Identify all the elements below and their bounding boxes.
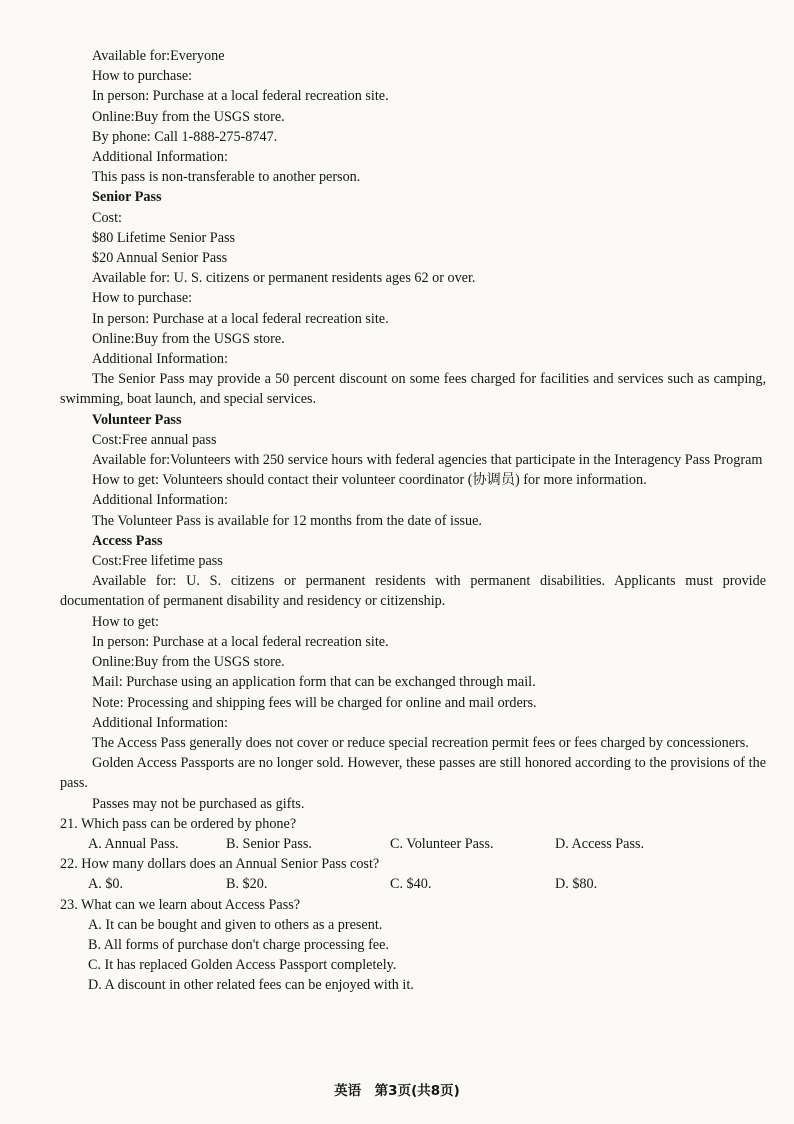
intro-line: By phone: Call 1-888-275-8747. <box>92 128 278 145</box>
access-line: Mail: Purchase using an application form that can be exchanged through mail. <box>92 674 536 691</box>
access-line: Note: Processing and shipping fees will be charged for online and mail orders. <box>92 694 537 711</box>
senior-line: Online:Buy from the USGS store. <box>92 330 285 347</box>
access-pass-heading: Access Pass <box>92 532 163 549</box>
option-d[interactable]: D. Access Pass. <box>555 835 645 852</box>
option-a[interactable]: A. It can be bought and given to others as a present. <box>88 916 383 933</box>
question-22-options <box>60 874 766 894</box>
senior-line: $20 Annual Senior Pass <box>92 250 228 267</box>
option-d[interactable]: D. A discount in other related fees can be enjoyed with it. <box>88 977 414 994</box>
intro-line: This pass is non-transferable to another person. <box>92 169 361 186</box>
option-c[interactable]: C. $40. <box>390 876 432 893</box>
senior-paragraph: The Senior Pass may provide a 50 percent discount on some fees charged for facilities and services such as camping, swimming, boat launch, and special services. <box>60 371 766 408</box>
access-line: Online:Buy from the USGS store. <box>92 654 285 671</box>
question-23-stem: 23. What can we learn about Access Pass? <box>60 896 301 913</box>
access-paragraph: The Access Pass generally does not cover or reduce special recreation permit fees or fees charged by concessioners. <box>92 734 749 751</box>
question-21-options <box>60 834 766 854</box>
senior-line: $80 Lifetime Senior Pass <box>92 229 236 246</box>
access-line: How to get: <box>92 613 159 630</box>
access-available: Available for: U. S. citizens or permanent residents with permanent disabilities. Applicants must provide documentation of permanent disability and residency or citizenship. <box>60 573 766 610</box>
access-line: In person: Purchase at a local federal recreation site. <box>92 633 389 650</box>
option-b[interactable]: B. All forms of purchase don't charge processing fee. <box>88 936 389 953</box>
volunteer-how: How to get: Volunteers should contact their volunteer coordinator (协调员) for more information. <box>92 472 647 489</box>
volunteer-additional-text: The Volunteer Pass is available for 12 months from the date of issue. <box>92 512 482 529</box>
volunteer-available: Available for:Volunteers with 250 service hours with federal agencies that participate in the Interagency Pass Program <box>92 452 763 469</box>
option-a[interactable]: A. $0. <box>88 876 124 893</box>
senior-line: In person: Purchase at a local federal recreation site. <box>92 310 389 327</box>
volunteer-additional-label: Additional Information: <box>92 492 228 509</box>
question-22-stem: 22. How many dollars does an Annual Senior Pass cost? <box>60 856 380 873</box>
intro-line: Online:Buy from the USGS store. <box>92 108 285 125</box>
question-21-stem: 21. Which pass can be ordered by phone? <box>60 815 297 832</box>
page-footer: 英语 第3页(共8页) <box>334 1083 460 1099</box>
intro-line: Additional Information: <box>92 149 228 166</box>
option-d[interactable]: D. $80. <box>555 876 598 893</box>
volunteer-pass-heading: Volunteer Pass <box>92 411 182 428</box>
option-c[interactable]: C. It has replaced Golden Access Passport completely. <box>88 957 397 974</box>
senior-line: How to purchase: <box>92 290 193 307</box>
senior-line: Additional Information: <box>92 351 228 368</box>
access-last-line: Passes may not be purchased as gifts. <box>92 795 305 812</box>
intro-line: How to purchase: <box>92 68 193 85</box>
intro-line: Available for:Everyone <box>92 48 225 64</box>
option-b[interactable]: B. Senior Pass. <box>226 835 312 852</box>
access-line: Additional Information: <box>92 714 228 731</box>
senior-line: Available for: U. S. citizens or permanent residents ages 62 or over. <box>92 270 476 287</box>
option-c[interactable]: C. Volunteer Pass. <box>390 835 494 852</box>
option-a[interactable]: A. Annual Pass. <box>88 835 179 852</box>
senior-pass-heading: Senior Pass <box>92 189 162 206</box>
access-paragraph: Golden Access Passports are no longer sold. However, these passes are still honored according to the provisions of the pass. <box>60 755 766 792</box>
access-cost: Cost:Free lifetime pass <box>92 553 223 570</box>
volunteer-cost: Cost:Free annual pass <box>92 431 217 448</box>
senior-line: Cost: <box>92 209 122 226</box>
intro-line: In person: Purchase at a local federal recreation site. <box>92 88 389 105</box>
option-b[interactable]: B. $20. <box>226 876 268 893</box>
